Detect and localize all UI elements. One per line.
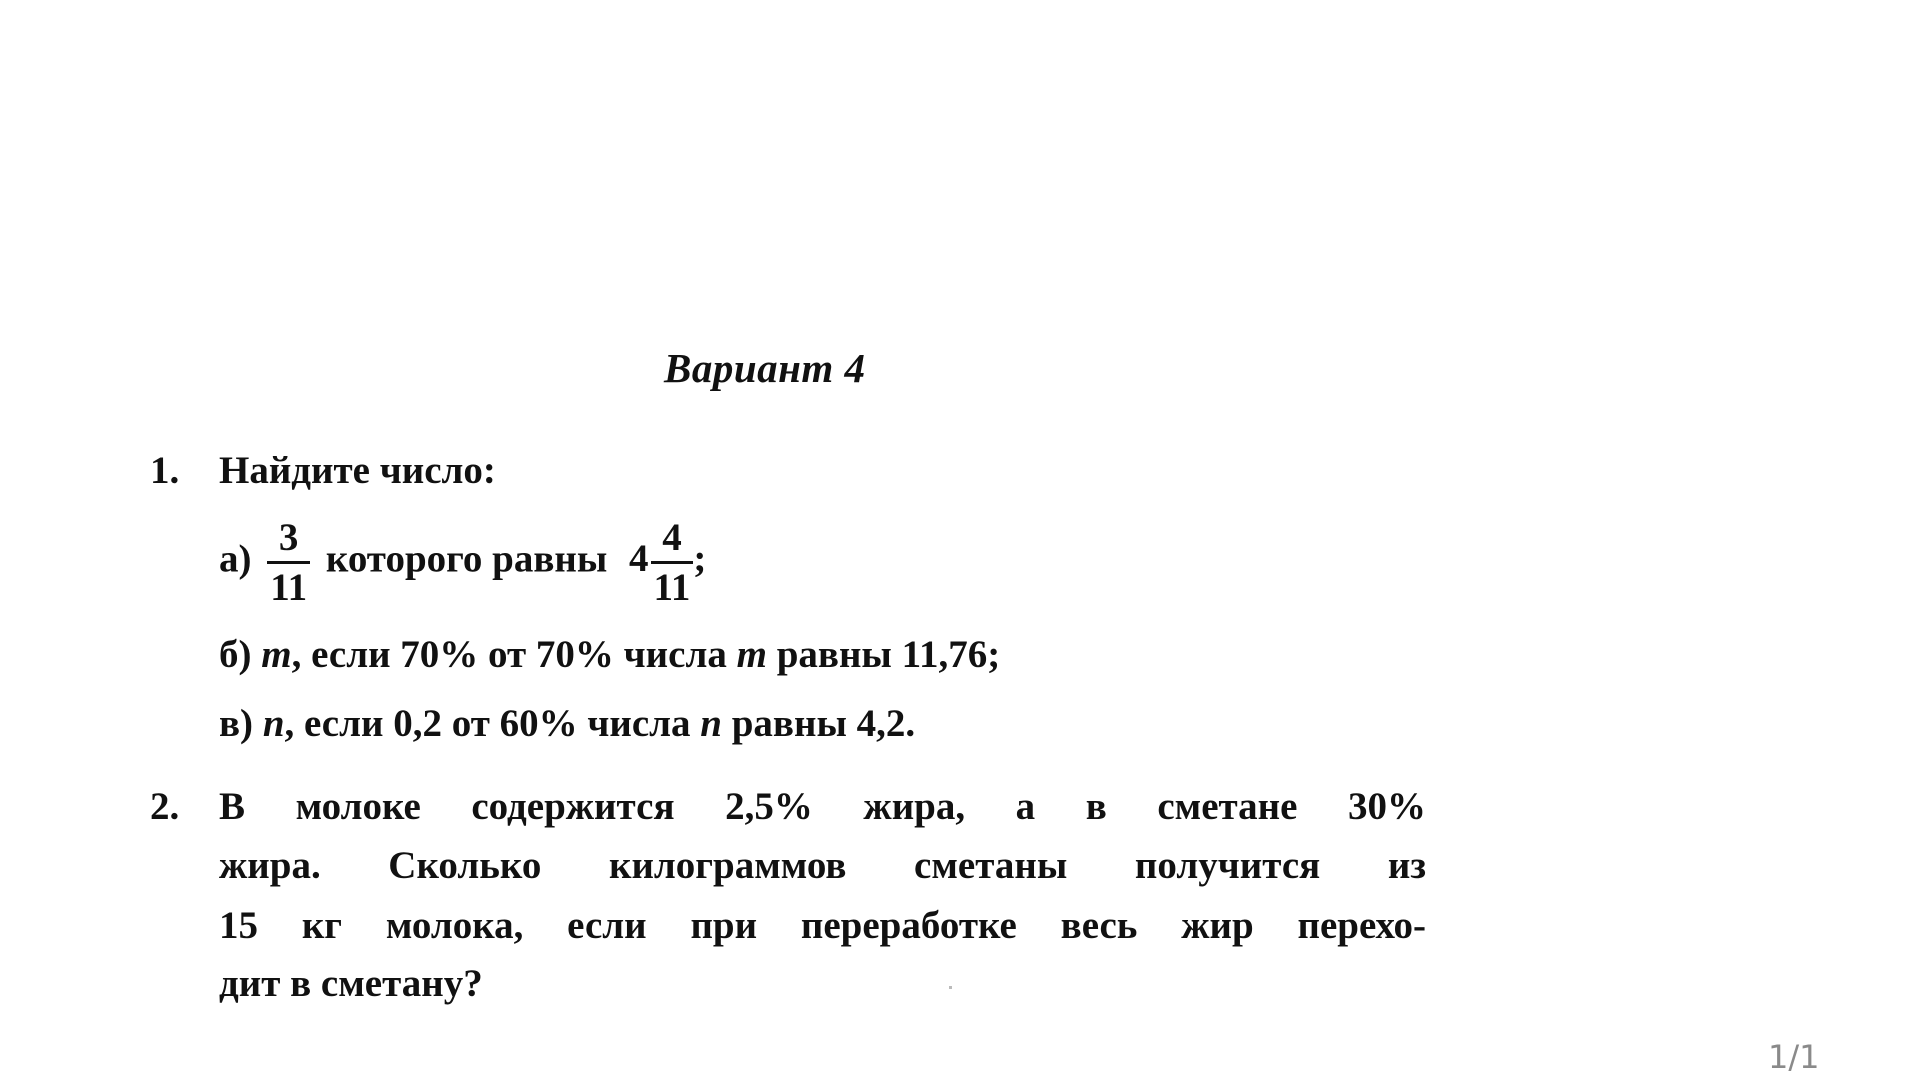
scan-speck [949, 986, 952, 989]
mixed-number-whole: 4 [629, 537, 649, 581]
task1-item-a [219, 518, 706, 607]
task1-prompt: Найдите число: [219, 449, 496, 492]
task2-line-4: дит в сметану? [219, 962, 483, 1005]
item-a-end: ; [693, 537, 707, 581]
variable-n: n [262, 702, 285, 745]
task2-number: 2. [150, 785, 180, 828]
variable-m-second: m [736, 633, 767, 676]
fraction-denominator: 11 [270, 566, 308, 609]
item-c-label: в) [219, 702, 254, 745]
task2-line-1: В молоке содержится 2,5% жира, а в сметане 30% [219, 785, 1426, 828]
item-a-text: которого равны [325, 537, 608, 581]
item-b-text1: , если 70% от 70% числа [291, 633, 727, 676]
variable-n-second: n [700, 702, 722, 745]
item-c-text1: , если 0,2 от 60% числа [284, 702, 691, 745]
fraction-3-11 [267, 518, 310, 607]
item-b-text2: равны 11,76; [776, 633, 1001, 676]
item-a-label: а) [219, 537, 252, 581]
task2-line-2: жира. Сколько килограммов сметаны получится из [219, 844, 1426, 887]
item-b-label: б) [219, 633, 252, 676]
page-indicator: 1/1 [1768, 1038, 1820, 1076]
task1-item-b [219, 632, 1000, 677]
item-c-text2: равны 4,2. [731, 702, 916, 745]
variant-title: Вариант 4 [664, 345, 866, 391]
task2-line-3: 15 кг молока, если при переработке весь жир перехо- [219, 904, 1426, 947]
task1-number: 1. [150, 449, 180, 492]
mixed-number-fraction [651, 518, 694, 607]
task1-item-c [219, 701, 915, 746]
mixed-fraction-denominator: 11 [653, 566, 691, 609]
fraction-numerator: 3 [267, 518, 310, 564]
mixed-fraction-numerator: 4 [651, 518, 694, 564]
variable-m: m [261, 633, 292, 676]
